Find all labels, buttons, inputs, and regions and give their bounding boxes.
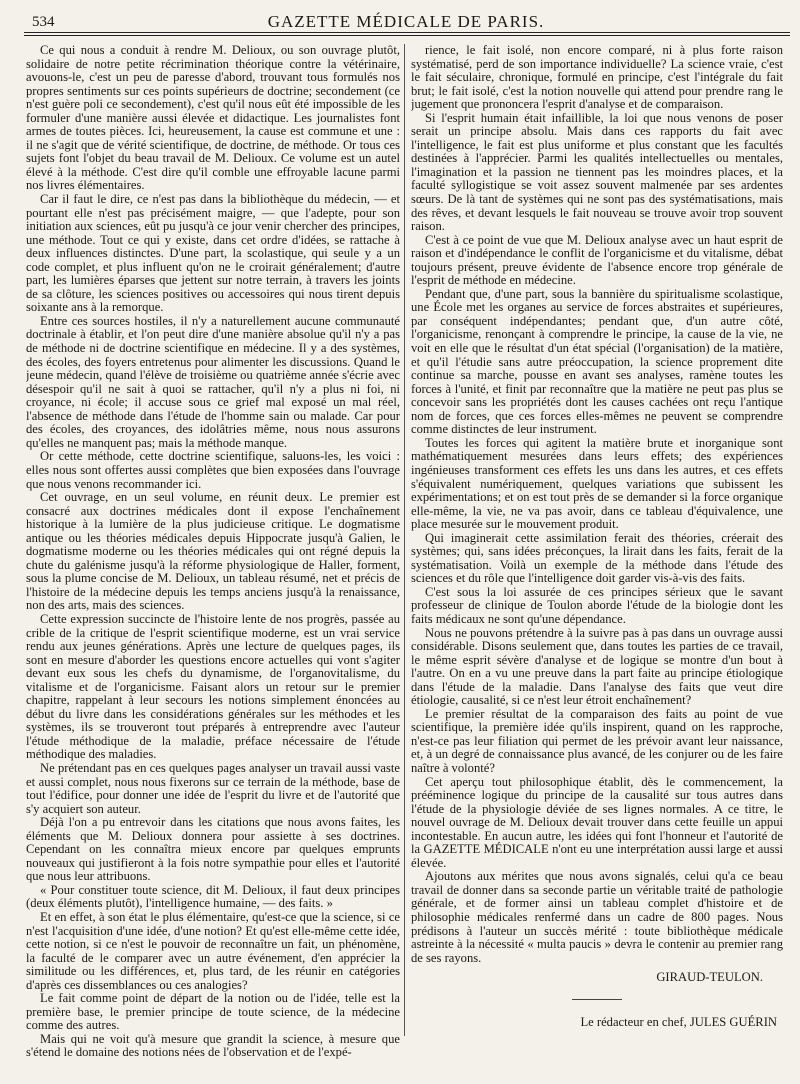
right-column-body (411, 44, 783, 965)
author-signature: GIRAUD-TEULON. (656, 970, 763, 985)
paragraph: Le premier résultat de la comparaison des faits au point de vue scientifique, la première idée qu'ils inspirent, quand on les rapproche, n'est-ce pas leur filiation qui permet de les prévoir avant leur naissance, et, à un degré de connaissance plus avancé, de les conjurer ou de les faire naître à volonté? (411, 706, 783, 775)
paragraph: Qui imaginerait cette assimilation ferait des théories, créerait des systèmes; qui, sans idées préconçues, la lirait dans les faits, ferait de la systématisation. Voilà un exemple de la méthode dans l'étude des sciences et du rôle que l'intelligence doit garder vis-à-vis des faits. (411, 530, 783, 586)
paragraph: Ajoutons aux mérites que nous avons signalés, celui qu'a ce beau travail de donner dans sa seconde partie un véritable traité de pathologie générale, et de former ainsi un tableau complet d'histoire et de philosophie médicales renfermé dans un cadre de 800 pages. Nous prédisons à l'auteur un succès mérité : toute bibliothèque médicale astreinte à la nécessité « multa paucis » devra le contenir au premier rang de ses rayons. (411, 869, 783, 965)
paragraph: Cet ouvrage, en un seul volume, en réunit deux. Le premier est consacré aux doctrines médicales dont il expose l'enchaînement historique à la lumière de la plus judicieuse critique. Le dogmatisme antique ou les théories médicales depuis Hippocrate jusqu'à Galien, le dogmatisme moderne ou les théories médicales qui ont régné depuis la chute du galénisme jusqu'à la réforme physiologique de Haller, forment, sous la plume concise de M. Delioux, un tableau résumé, net et précis de l'histoire de la médecine depuis les temps anciens jusqu'à la renaissance, non des arts, mais des sciences. (26, 490, 400, 613)
column-divider (404, 44, 405, 1036)
paragraph: Ne prétendant pas en ces quelques pages analyser un travail aussi vaste et aussi complet, nous nous fixerons sur ce terrain de la méthode, base de tout l'édifice, pour donner une idée de l'esprit du livre et de l'autorité que s'y acquiert son auteur. (26, 760, 400, 816)
right-column (411, 44, 783, 1070)
left-column (26, 44, 400, 1070)
running-head: GAZETTE MÉDICALE DE PARIS. (267, 12, 545, 31)
editor-line (411, 1016, 783, 1030)
paragraph: C'est à ce point de vue que M. Delioux analyse avec un haut esprit de raison et d'indépendance le conflit de l'organicisme et du vitalisme, débat toujours présent, preuve évidente de l'absence encore trop générale de l'esprit de méthode en médecine. (411, 232, 783, 288)
paragraph: Pendant que, d'une part, sous la bannière du spiritualisme scolastique, une École met les organes au service de forces abstraites et supérieures, par conséquent indépendantes; pendant que, d'un autre côté, l'organicisme, renonçant à comprendre le principe, la cause de la vie, ne voit en elle que le résultat d'un état spécial (l'organisation) de la matière, et qu'il l'étudie sans autre préoccupation, la science proprement dite continue sa marche, pousse en avant ses analyses, ramène toutes les forces à l'unité, et finit par reconnaître que la matière ne peut pas plus se concevoir sans les propriétés dont les causes cachées ont reçu l'antique nom de forces, que ces forces elles-mêmes ne peuvent se comprendre comme distinctes de leur instrument. (411, 286, 783, 437)
paragraph: rience, le fait isolé, non encore comparé, ni à plus forte raison systématisé, perd de son importance individuelle? La science vraie, c'est le fait séculaire, chronique, formulé en principe, c'est l'intégrale du fait brut; le fait isolé, c'est la notion nouvelle qui attend pour prendre rang le jugement que prononcera l'esprit d'analyse et de comparaison. (411, 44, 783, 112)
paragraph: Ce qui nous a conduit à rendre M. Delioux, ou son ouvrage plutôt, solidaire de notre petite récrimination théorique contre la vétérinaire, avouons-le, c'est un peu de paresse d'abord, trouvant tous formulés nos propres sentiments sur ces points supérieurs de doctrine; secondement (ce n'est guère poli ce secondement), c'est qu'il nous eût été impossible de les formuler d'une manière aussi élevée et didactique. Les journalistes font armes de toutes pièces. Ici, heureusement, la cause est commune et une : il ne s'agit que de vérité scientifique, de doctrine, de méthode. Or tous ces sujets font l'objet du beau travail de M. Delioux. Ce volume est un autel élevé à la méthode. C'est dire qu'il comble une effroyable lacune parmi nos livres élémentaires. (26, 44, 400, 193)
paragraph: Mais qui ne voit qu'à mesure que grandit la science, à mesure que s'étend le domaine des notions nées de l'observation et de l'expé- (26, 1031, 400, 1060)
paragraph: Car il faut le dire, ce n'est pas dans la bibliothèque du médecin, — et pourtant elle n'est pas précisément maigre, — que l'adepte, pour son initiation aux sciences, eût pu jusqu'à ce jour venir chercher des principes, une méthode. Tout ce qui y existe, dans cet ordre d'idées, se rattache à deux influences distinctes. D'une part, la scolastique, qui seule y a un code complet, et plus influent qu'on ne le croirait généralement; d'autre part, les lumières éparses que jettent sur notre terrain, à travers les joints de sa clôture, les sciences positives ou accessoires qui nous tirent depuis soixante ans à la remorque. (26, 192, 400, 315)
editor-prefix: Le rédacteur en chef, (580, 1014, 687, 1029)
editor-name: JULES GUÉRIN (689, 1014, 777, 1029)
paragraph: C'est sous la loi assurée de ces principes sérieux que le savant professeur de clinique de Toulon aborde l'étude de la biologie dont les faits médicaux ne sont qu'une dépendance. (411, 584, 783, 626)
page-number: 534 (32, 14, 55, 30)
header-rule (24, 32, 790, 33)
paragraph: « Pour constituer toute science, dit M. Delioux, il faut deux principes (deux éléments plutôt), l'intelligence humaine, — des faits. » (26, 882, 400, 911)
signature-rule (572, 999, 622, 1000)
paragraph: Cet aperçu tout philosophique établit, dès le commencement, la prééminence logique du principe de la causalité sur tous autres dans l'étude de la physiologie déviée de ses lignes normales. A ce titre, le nouvel ouvrage de M. Delioux devait trouver dans cette feuille un appui incontestable. En aucun autre, les idées qui font l'honneur et l'autorité de la GAZETTE MÉDICALE n'ont eu une interprétation aussi large et aussi élevée. (411, 774, 783, 870)
paragraph: Le fait comme point de départ de la notion ou de l'idée, telle est la première base, le premier principe de toute science, de la médecine comme des autres. (26, 991, 400, 1033)
paragraph: Entre ces sources hostiles, il n'y a naturellement aucune communauté doctrinale à établir, et l'on peut dire d'une manière absolue qu'il n'y a pas de méthode ni de doctrine scientifique en médecine. Il y a des systèmes, des écoles, des foyers entretenus pour alimenter les discussions. Quand le jeune médecin, quand l'élève de troisième ou quatrième année s'écrie avec désespoir qu'il ne sait à quoi se rattacher, qu'il n'y a plus ni foi, ni croyance, ni école; il accuse sous ce grief mal exposé un mal réel, l'absence de méthode dans l'étude de l'homme sain ou malade. Car pour des écoles, des croyances, des idolâtries même, nous nous assurons qu'elles ne manquent pas; mais la méthode manque. (26, 313, 400, 450)
paragraph: Nous ne pouvons prétendre à la suivre pas à pas dans un ouvrage aussi considérable. Disons seulement que, dans toutes les parties de ce travail, le même esprit sévère d'analyse et de logique se montre d'un bout à l'autre. On en a vu une preuve dans la part faite au principe étiologique dans l'étude de la maladie. Dans l'analyse des faits que veut dire étiologie, causalité, si ce n'est leur étroit enchaînement? (411, 625, 783, 708)
paragraph: Et en effet, à son état le plus élémentaire, qu'est-ce que la science, si ce n'est l'acquisition d'une idée, d'une notion? Et qu'est elle-même cette idée, cette notion, si ce n'est le pouvoir de reconnaître un fait, un phénomène, la faculté de le comparer avec un autre événement, d'en apprécier la similitude ou les différences, et, plus tard, de les réunir en catégories d'après ces dissemblances ou ces analogies? (26, 910, 400, 992)
paragraph: Déjà l'on a pu entrevoir dans les citations que nous avons faites, les éléments que M. Delioux donnera pour assiette à ses doctrines. Cependant on les connaîtra mieux encore par quelques emprunts nouveaux qui justifieront à la fois notre sympathie pour elles et l'autorité que nous leur attribuons. (26, 815, 400, 884)
paragraph: Cette expression succincte de l'histoire lente de nos progrès, passée au crible de la critique de l'esprit scientifique moderne, est un vrai service rendu aux jeunes générations. Après une lecture de quelques pages, ils sont en mesure d'aborder les questions encore actuelles qui vont s'agiter devant eux sous les chefs du dynamisme, de l'organovitalisme, du vitalisme et de l'organicisme. Faisant alors un retour sur le premier chapitre, rappelant à leur secours les notions simplement énoncées au début du livre dans les considérations générales sur les méthodes et les systèmes, ils se trouveront tout préparés à entreprendre avec l'auteur l'étude méthodique de la maladie, préface nécessaire de l'étude méthodique des maladies. (26, 611, 400, 762)
page-header (24, 8, 788, 30)
paragraph: Si l'esprit humain était infaillible, la loi que nous venons de poser serait un principe absolu. Mais dans ces rapports du fait avec l'intelligence, le fait est plus uniforme et plus constant que les facultés destinées à l'apprécier. Parmi les qualités intellectuelles ou mentales, l'imagination et la passion ne tiennent pas les moindres places, et la faculté syllogistique se voit assez souvent malmenée par ses ardentes sœurs. De là tant de systèmes qui ne sont pas des systématisations, mais des rêves, et devant lesquels le fait nouveau se trouve avoir trop souvent raison. (411, 110, 783, 234)
header-rule-thin (24, 35, 790, 36)
paragraph: Toutes les forces qui agitent la matière brute et inorganique sont mathématiquement mesurées dans leurs effets; des expériences ingénieuses transforment ces effets les uns dans les autres, et ces effets s'équivalent numériquement, quelques variations que subissent les expérimentations; et on est tout près de se demander si la force organique elle-même, la vie, ne va pas avoir, dans ce tableau d'équivalence, une place mesurée sur le mouvement produit. (411, 435, 783, 532)
paragraph: Or cette méthode, cette doctrine scientifique, saluons-les, les voici : elles nous sont offertes aussi complètes que bien exposées dans l'ouvrage que nous venons recommander ici. (26, 449, 400, 491)
